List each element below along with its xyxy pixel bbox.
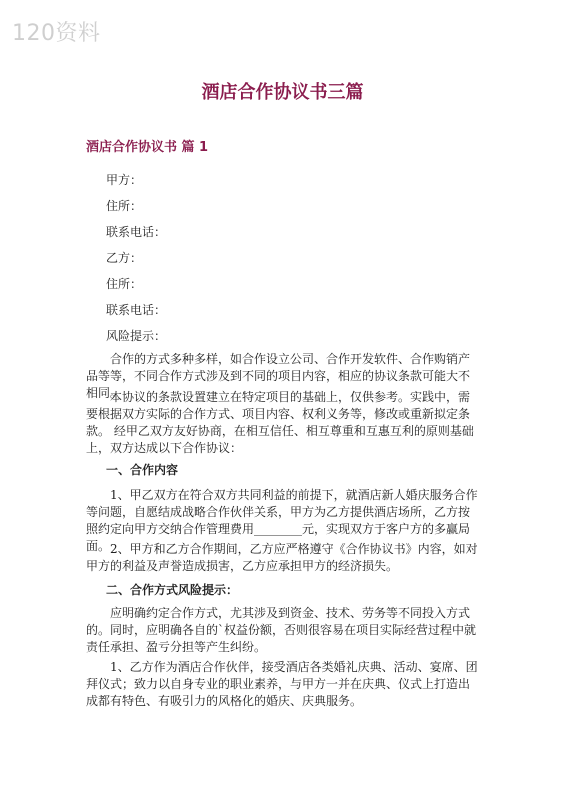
paragraph-terms: 本协议的条款设置建立在特定项目的基础上，仅供参考。实践中，需要根据双方实际的合作方式、项目内容、权利义务等，修改或重新拟定条款。 经甲乙双方友好协商，在相互信任、相互尊重和互惠互利的原则基础上，双方达成以下合作协议：: [86, 390, 474, 455]
risk-notice-label: 风险提示：: [106, 329, 167, 343]
watermark-logo: 120资料: [12, 21, 101, 46]
party-b-address-label: 住所：: [106, 277, 143, 291]
paragraph-intro: 合作的方式多种多样，如合作设立公司、合作开发软件、合作购销产品等等，不同合作方式涉及到不同的项目内容，相应的协议条款可能大不相同。: [86, 352, 471, 400]
party-b-label: 乙方：: [106, 251, 143, 265]
party-a-phone-label: 联系电话：: [106, 225, 167, 239]
paragraph-risk: 应明确约定合作方式，尤其涉及到资金、技术、劳务等不同投入方式的。同时，应明确各自的`权益份额，否则很容易在项目实际经营过程中就责任承担、盈亏分担等产生纠纷。: [86, 606, 477, 654]
document-title: 酒店合作协议书三篇: [201, 82, 364, 103]
party-a-label: 甲方：: [106, 173, 143, 187]
paragraph-clause-1: 1、甲乙双方在符合双方共同利益的前提下，就酒店新人婚庆服务合作等问题，自愿结成战略合作伙伴关系，甲方为乙方提供酒店场所，乙方按照约定向甲方交纳合作管理费用________元，实现双方于客户方的多赢局面。: [86, 488, 478, 553]
party-a-address-label: 住所：: [106, 199, 143, 213]
paragraph-partner: 1、乙方作为酒店合作伙伴，接受酒店各类婚礼庆典、活动、宴席、团拜仪式；致力以自身专业的职业素养，与甲方一并在庆典、仪式上打造出成都有特色、有吸引力的风格化的婚庆、庆典服务。: [86, 660, 478, 708]
heading-cooperation-content: 一、合作内容: [106, 463, 179, 477]
heading-cooperation-risk: 二、合作方式风险提示：: [106, 583, 239, 597]
party-b-phone-label: 联系电话：: [106, 303, 167, 317]
paragraph-clause-2: 2、甲方和乙方合作期间，乙方应严格遵守《合作协议书》内容，如对甲方的利益及声誉造成损害，乙方应承担甲方的经济损失。: [86, 542, 478, 573]
section-title: 酒店合作协议书 篇 1: [86, 140, 209, 155]
